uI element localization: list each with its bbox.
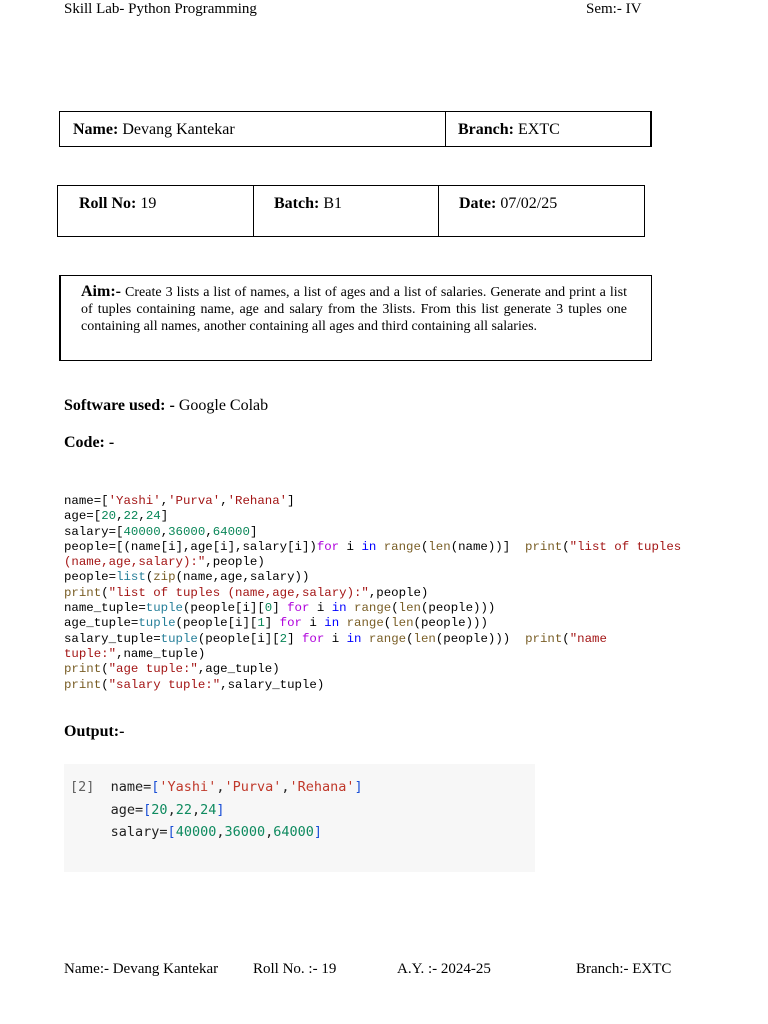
code-heading-text: Code: - xyxy=(64,434,115,451)
code-token: 36000 xyxy=(224,824,266,840)
code-token: i xyxy=(301,616,325,631)
code-token: ] xyxy=(216,801,225,818)
code-token: 40000 xyxy=(123,524,161,539)
code-token: tuple xyxy=(138,616,176,631)
code-token: , xyxy=(220,494,228,508)
code-token: , xyxy=(191,801,201,818)
code-token: , xyxy=(281,779,290,795)
code-token: zip xyxy=(153,570,176,585)
code-token: salary= xyxy=(110,824,168,840)
aim-label: Aim:- xyxy=(81,283,121,300)
batch-cell xyxy=(274,195,342,236)
roll-batch-date-table xyxy=(57,185,645,237)
code-token: (people[i][ xyxy=(197,631,280,646)
code-token: name=[ xyxy=(64,494,109,508)
code-block xyxy=(64,494,704,693)
footer-ay: A.Y. :- 2024-25 xyxy=(397,961,491,977)
code-token: ( xyxy=(562,539,570,554)
code-token: ] xyxy=(354,779,363,795)
code-token: people=[(name[i],age[i],salary[i]) xyxy=(64,539,317,554)
code-token: , xyxy=(265,824,274,840)
code-token: 'Yashi' xyxy=(108,494,161,508)
code-token: 64000 xyxy=(212,524,250,539)
code-token: 'Purva' xyxy=(168,494,221,508)
code-line xyxy=(64,678,324,692)
code-token: "name tuple:" xyxy=(64,631,615,661)
code-token: print xyxy=(64,677,102,692)
code-token: len xyxy=(398,601,421,616)
code-token: 'Rehana' xyxy=(227,494,288,508)
code-token: ( xyxy=(101,662,109,677)
code-token: [ xyxy=(167,824,176,840)
name-branch-table xyxy=(59,111,652,147)
code-token: in xyxy=(324,616,340,631)
code-token: "list of tuples (name,age,salary):" xyxy=(108,585,369,600)
code-token: 'Rehana' xyxy=(289,779,355,795)
code-line xyxy=(64,586,428,600)
code-token: (people[i][ xyxy=(175,616,258,631)
footer-roll: Roll No. :- 19 xyxy=(253,961,337,977)
code-line xyxy=(64,662,280,676)
code-token: , xyxy=(160,494,169,508)
software-value: Google Colab xyxy=(174,397,269,414)
code-token: range xyxy=(383,539,421,554)
code-token: 'Purva' xyxy=(224,779,282,795)
code-token: i xyxy=(309,601,332,616)
code-token: in xyxy=(331,601,347,616)
code-token: len xyxy=(428,539,451,554)
code-token: (name,age,salary)) xyxy=(175,570,310,585)
code-token: , xyxy=(138,509,146,524)
code-token: print xyxy=(64,662,102,677)
code-token: ] xyxy=(264,616,280,631)
code-token: 20 xyxy=(151,801,168,818)
code-token: age=[ xyxy=(64,509,102,524)
software-label: Software used: - xyxy=(64,397,175,414)
footer-branch: Branch:- EXTC xyxy=(576,961,672,977)
code-token: (people))) xyxy=(435,631,526,646)
date-cell xyxy=(459,195,557,236)
output-cell xyxy=(64,764,535,872)
code-token: "list of tuples (name,age,salary):" xyxy=(64,539,689,570)
code-token: "salary tuple:" xyxy=(108,677,221,692)
code-token: print xyxy=(64,585,102,600)
code-token: 40000 xyxy=(175,824,217,840)
code-token: range xyxy=(346,616,384,631)
code-token: ,people) xyxy=(205,555,265,570)
output-code xyxy=(70,776,363,844)
divider xyxy=(253,186,254,236)
cell-prompt: [2] xyxy=(70,779,111,795)
code-token: salary=[ xyxy=(64,524,124,539)
code-token: ] xyxy=(313,824,323,840)
code-token: ( xyxy=(562,631,570,646)
roll-label: Roll No: xyxy=(79,195,137,212)
code-token: 22 xyxy=(175,801,192,818)
code-token xyxy=(339,616,346,630)
code-token: ,age_tuple) xyxy=(197,662,280,677)
code-token: [ xyxy=(151,779,160,795)
header-course: Skill Lab- Python Programming xyxy=(64,1,257,17)
code-token: tuple xyxy=(160,631,198,646)
aim-paragraph xyxy=(81,283,627,335)
roll-cell xyxy=(79,195,156,236)
date-value: 07/02/25 xyxy=(496,195,558,212)
aim-text: Create 3 lists a list of names, a list of ages and a list of salaries. Generate and print a list of tuples containing name, age and salary from the 3lists. From this list generate 3 tuples one containing all names, another containing all ages and third containing all salaries. xyxy=(81,285,627,334)
code-token: salary_tuple= xyxy=(64,631,161,646)
code-token: , xyxy=(160,524,169,539)
code-token: 20 xyxy=(101,509,117,524)
code-token: ] xyxy=(272,601,288,616)
code-token: 0 xyxy=(264,601,273,616)
code-token: , xyxy=(216,824,225,840)
branch-label: Branch: xyxy=(458,121,514,138)
code-token: ,people) xyxy=(368,585,429,600)
code-token: , xyxy=(167,801,176,818)
date-label: Date: xyxy=(459,195,497,212)
code-token: name= xyxy=(110,779,152,795)
code-token: 36000 xyxy=(168,524,206,539)
code-token: (people))) xyxy=(420,601,496,616)
aim-box xyxy=(59,275,652,361)
code-token: ( xyxy=(406,631,414,646)
code-token xyxy=(376,540,383,554)
code-token: ,name_tuple) xyxy=(116,646,206,661)
code-line xyxy=(64,509,168,523)
header-semester: Sem:- IV xyxy=(586,1,642,17)
code-token: range xyxy=(368,631,407,646)
code-heading xyxy=(64,434,114,452)
code-token: 22 xyxy=(123,509,139,524)
code-token: ( xyxy=(101,677,109,692)
code-token: len xyxy=(413,631,436,646)
code-token: ( xyxy=(391,601,399,616)
code-token: 'Yashi' xyxy=(159,779,217,795)
divider xyxy=(438,186,439,236)
code-token: print xyxy=(525,631,563,646)
code-token: ] xyxy=(249,524,258,539)
code-token: people= xyxy=(64,570,117,585)
code-line xyxy=(64,525,257,539)
code-token: range xyxy=(354,601,392,616)
code-token: age= xyxy=(110,801,144,818)
cell-indent xyxy=(70,802,111,818)
code-token: len xyxy=(391,616,414,631)
code-token: 64000 xyxy=(273,824,314,840)
student-name-cell xyxy=(73,121,235,146)
batch-label: Batch: xyxy=(274,195,320,212)
code-token: list xyxy=(116,570,146,585)
code-token: ] xyxy=(287,631,302,646)
code-line xyxy=(64,601,495,615)
code-token: print xyxy=(525,539,563,554)
code-token: ,salary_tuple) xyxy=(220,677,325,692)
code-token: for xyxy=(316,539,340,554)
code-token: , xyxy=(216,779,225,795)
code-token: [ xyxy=(143,801,152,818)
footer-name: Name:- Devang Kantekar xyxy=(64,961,219,977)
code-token: 2 xyxy=(279,631,288,646)
code-token: ] xyxy=(287,494,295,508)
code-token: ( xyxy=(383,616,392,631)
output-line xyxy=(111,802,225,818)
code-line xyxy=(64,632,614,661)
code-line xyxy=(64,616,488,630)
output-line xyxy=(111,779,363,795)
roll-value: 19 xyxy=(136,195,157,212)
name-value: Devang Kantekar xyxy=(118,121,235,138)
code-token: , xyxy=(116,509,124,524)
output-heading-text: Output:- xyxy=(64,723,125,740)
code-token: (name))] xyxy=(450,539,526,554)
code-token: (people))) xyxy=(413,616,488,631)
name-label: Name: xyxy=(73,121,119,138)
code-token: , xyxy=(205,524,213,539)
code-token: for xyxy=(279,616,302,631)
batch-value: B1 xyxy=(319,195,342,212)
code-token: in xyxy=(361,539,377,554)
code-token: in xyxy=(346,631,362,646)
code-token: name_tuple= xyxy=(64,601,146,616)
code-token: ( xyxy=(101,585,109,600)
software-used xyxy=(64,397,268,415)
divider xyxy=(445,112,446,146)
code-line xyxy=(64,570,309,584)
branch-cell xyxy=(458,121,560,146)
code-token: age_tuple= xyxy=(64,616,139,631)
code-token: (people[i][ xyxy=(182,601,265,616)
code-line xyxy=(64,540,689,569)
code-token xyxy=(361,632,368,646)
code-token: for xyxy=(301,631,325,646)
code-token: 24 xyxy=(145,509,161,524)
code-token: i xyxy=(324,631,347,646)
output-heading xyxy=(64,723,124,741)
code-token: 24 xyxy=(200,801,217,818)
code-token: ( xyxy=(145,570,154,585)
branch-value: EXTC xyxy=(514,121,560,138)
code-token xyxy=(347,601,354,615)
code-token: 1 xyxy=(257,616,265,631)
code-token: i xyxy=(339,539,362,554)
code-token: ( xyxy=(420,539,429,554)
code-line xyxy=(64,494,295,508)
cell-indent xyxy=(70,824,111,840)
code-token: ] xyxy=(160,509,169,524)
output-line xyxy=(111,824,322,840)
code-token: "age tuple:" xyxy=(108,662,198,677)
code-token: tuple xyxy=(145,601,183,616)
code-token: for xyxy=(287,601,310,616)
